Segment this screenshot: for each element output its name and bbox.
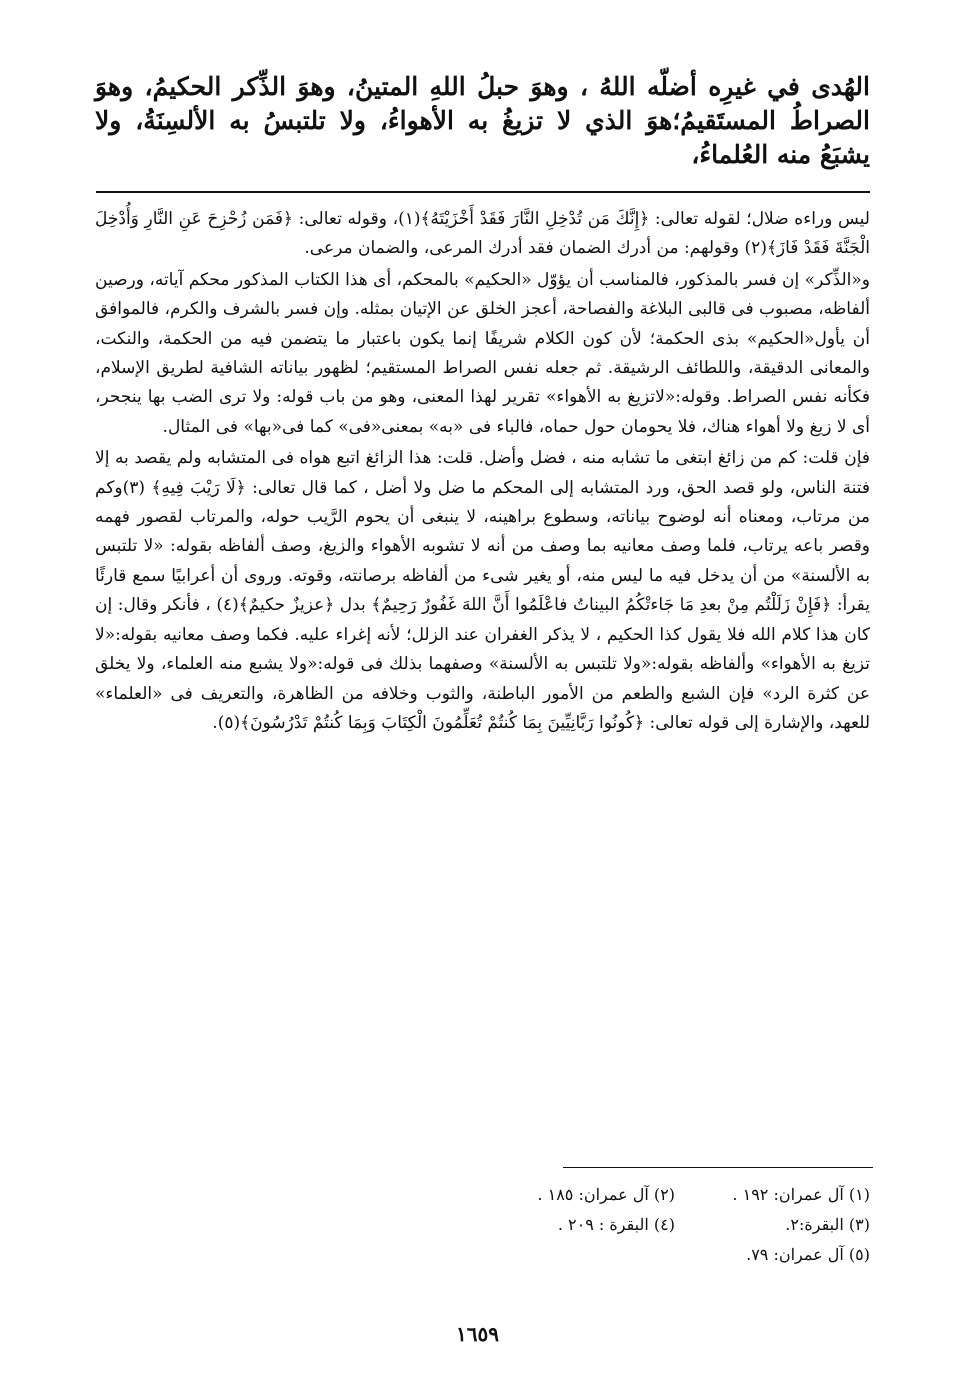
footnotes (460, 1180, 870, 1270)
footnote-row (460, 1210, 870, 1240)
hadith-text (95, 70, 870, 172)
commentary-paragraph: و«الذِّكر» إن فسر بالمذكور، فالمناسب أن يؤوّل «الحكيم» بالمحكم، أى هذا الكتاب المذكور محكم آياته، ورصين ألفاظه، مصبوب فى قالبى البلاغة والفصاحة، أعجز الخلق عن الإتيان بمثله. وإن فسر بالشرف والكرم، فالموافق أن يأول«الحكيم» بذى الحكمة؛ لأن كون الكلام شريفًا إنما يكون باعتبار ما يتضمن فيه من الحكمة، والنكت، والمعانى الدقيقة، واللطائف الرشيقة. ثم جعله نفس الصراط المستقيم؛ لظهور بياناته الشافية لطريق الإسلام، فكأنه نفس الصراط. وقوله:«لاتزيغ به الأهواء» تقرير لهذا المعنى، وهو من باب قوله: ولا ترى الضب بها ينجحر، أى لا زيغ ولا أهواء هناك، فلا يحومان حول حماه، فالباء فى «به» بمعنى«فى» كما فى«بها» فى المثال. (95, 269, 871, 437)
commentary-text (95, 205, 870, 738)
hadith-paragraph: الهُدى في غيرِه أضلّه اللهُ ، وهوَ حبلُ اللهِ المتينُ، وهوَ الذِّكر الحكيمُ، وهوَ الصراطُ المستَقيمُ؛هوَ الذي لا تزيغُ به الأهواءُ، ولا تلتبسُ به الألسِنَةُ، ولا يشبَعُ منه العُلماءُ، (95, 72, 870, 169)
footnote-divider (563, 1167, 873, 1168)
commentary-paragraph: ليس وراءه ضلال؛ لقوله تعالى: ﴿إِنَّكَ مَن تُدْخِلِ النَّارَ فَقَدْ أَخْزَيْتَهُ﴾(١)، وقوله تعالى: ﴿فَمَن زُحْزِحَ عَنِ النَّارِ وَأُدْخِلَ الْجَنَّةَ فَقَدْ فَازَ﴾(٢) وقولهم: من أدرك الضمان فقد أدرك المرعى، والضمان مرعى. (95, 209, 870, 259)
page-number: ١٦٥٩ (456, 1322, 499, 1346)
footnote-item: (١) آل عمران: ١٩٢ . (732, 1185, 870, 1204)
text-divider (96, 191, 870, 193)
commentary-paragraph: فإن قلت: كم من زائغ ابتغى ما تشابه منه ، فضل وأضل. قلت: هذا الزائغ اتبع هواه فى المتشابه ولم يقصد به إلا فتنة الناس، ولو قصد الحق، ورد المتشابه إلى المحكم ما ضل ولا أضل ، كما قال تعالى: ﴿لَا رَيْبَ فِيهِ﴾ (٣)وكم من مرتاب، ومعناه أنه لوضوح بياناته، وسطوع براهينه، لا ينبغى أن يحوم الرَّيب حوله، والمرتاب لقصور فهمه وقصر باعه يرتاب، فلما وصف معانيه بما وصف من أنه لا تشوبه الأهواء والزيغ، وصف ألفاظه بقوله: «لا تلتبس به الألسنة» من أن يدخل فيه ما ليس منه، أو يغير شىء من ألفاظه برصانته، وقوته. وروى أن أعرابيًا سمع قارئًا يقرأ: ﴿فَإِنْ زَلَلْتُم مِنْ بعدِ مَا جَاءتْكُمُ البيناتُ فاعْلَمُوا أَنَّ اللهَ غَفُورٌ رَحِيمٌ﴾ بدل ﴿عزيزٌ حكيمٌ﴾(٤) ، فأنكر وقال: إن كان هذا كلام الله فلا يقول كذا الحكيم ، لا يذكر الغفران عند الزلل؛ لأنه إغراء عليه. فكما وصف معانيه بقوله:«لا تزيغ به الأهواء» وألفاظه بقوله:«ولا تلتبس به الألسنة» وصفهما بذلك فى قوله:«ولا يشبع منه العلماء، ولا يخلق عن كثرة الرد» فإن الشبع والطعم من الأمور الباطنة، والثوب وخلافه من الظاهرة، والتعريف فى «العلماء» للعهد، والإشارة إلى قوله تعالى: ﴿كُونُوا رَبَّانِيِّينَ بِمَا كُنتُمْ تُعَلِّمُونَ الْكِتَابَ وَبِمَا كُنتُمْ تَدْرُسُونَ﴾(٥). (95, 448, 870, 733)
footnote-row (460, 1180, 870, 1210)
footnote-row (460, 1240, 870, 1270)
footnote-item: (٢) آل عمران: ١٨٥ . (537, 1185, 675, 1204)
footnote-item: (٤) البقرة : ٢٠٩ . (557, 1215, 675, 1234)
footnote-item: (٣) البقرة:٢. (785, 1215, 870, 1234)
footnote-item: (٥) آل عمران: ٧٩. (746, 1245, 870, 1264)
